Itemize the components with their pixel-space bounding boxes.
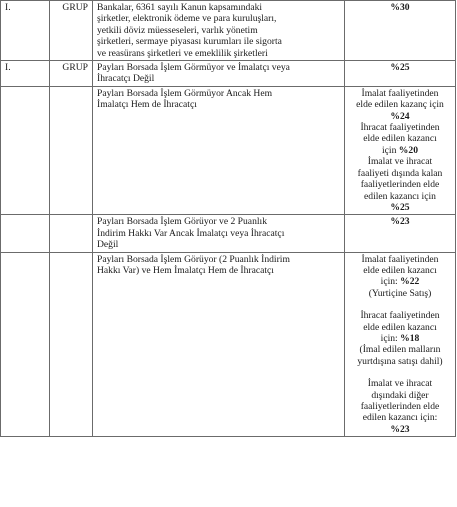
rate-line: elde edilen kazancı	[363, 133, 437, 145]
rate-cell	[345, 252, 456, 437]
table-row	[1, 86, 456, 214]
description-line: Hakkı Var) ve Hem İmalatçı Hem de İhracatçı	[97, 264, 274, 276]
rate-cell	[345, 1, 456, 61]
description-line: Payları Borsada İşlem Görüyor ve 2 Puanlık	[97, 216, 267, 228]
rate-line: edilen kazancı için:	[362, 412, 438, 424]
rate-line: elde edilen kazanç için	[356, 99, 444, 111]
rate-line: İhracat faaliyetinden	[360, 310, 440, 322]
description-line: İmalatçı Hem de İhracatçı	[97, 99, 197, 111]
rate-cell	[345, 215, 456, 252]
empty-cell	[1, 86, 50, 214]
description-cell	[93, 61, 345, 87]
group-number: I.	[5, 2, 11, 13]
rate-line: için: %22	[380, 276, 420, 288]
description-line: şirketleri, sermaye piyasası kurumları ile sigorta	[97, 36, 282, 48]
rate-line: %25	[390, 201, 410, 213]
group-number: I.	[5, 62, 11, 74]
empty-cell	[50, 252, 93, 437]
description-cell	[93, 1, 345, 61]
description-line: şirketler, elektronik ödeme ve para kuruluşları,	[97, 13, 277, 25]
description-line: Değil	[97, 239, 119, 251]
empty-cell	[1, 215, 50, 252]
group-label: GRUP	[62, 2, 88, 13]
group-label-cell	[50, 61, 93, 87]
rate-line: (İmal edilen malların	[359, 344, 441, 356]
table-row	[1, 215, 456, 252]
spacer	[349, 299, 451, 310]
description-cell	[93, 252, 345, 437]
description-line: Payları Borsada İşlem Görmüyor ve İmalatçı veya	[97, 62, 290, 74]
description-line: Bankalar, 6361 sayılı Kanun kapsamındaki	[97, 2, 263, 13]
rate-cell	[345, 61, 456, 87]
empty-cell	[50, 86, 93, 214]
description-line: Payları Borsada İşlem Görüyor (2 Puanlık İndirim	[97, 253, 290, 265]
description-line: Payları Borsada İşlem Görmüyor Ancak Hem	[97, 87, 273, 99]
rate-line: İmalat ve ihracat	[367, 378, 433, 390]
description-cell	[93, 86, 345, 214]
group-label: GRUP	[62, 62, 88, 74]
rate-line: dışındaki diğer	[371, 389, 429, 401]
spacer	[349, 367, 451, 378]
rate-line: İmalat faaliyetinden	[361, 253, 439, 265]
table-row	[1, 1, 456, 61]
rate-line: faaliyetlerinden elde	[360, 401, 440, 412]
group-number-cell	[1, 61, 50, 87]
rate-line: edilen kazancı için	[364, 190, 436, 202]
rate-line: İmalat ve ihracat	[367, 156, 433, 168]
rate-line: %23	[390, 423, 410, 435]
rate-line: faaliyetlerinden elde	[360, 179, 440, 191]
rate-cell	[345, 86, 456, 214]
rate-line: için %20	[382, 144, 418, 156]
empty-cell	[1, 252, 50, 437]
rate-line: için: %18	[380, 332, 420, 344]
rate-line: faaliyeti dışında kalan	[357, 167, 443, 179]
group-number-cell	[1, 1, 50, 61]
tax-rate: %23	[390, 216, 410, 228]
rate-line: yurtdışına satışı dahil)	[357, 355, 443, 367]
table-row	[1, 61, 456, 87]
description-line: İhracatçı Değil	[97, 73, 155, 85]
description-cell	[93, 215, 345, 252]
rate-line: İhracat faaliyetinden	[360, 122, 440, 134]
tax-rate: %30	[390, 2, 410, 13]
rate-line: (Yurtiçine Satış)	[368, 287, 432, 299]
rate-line: %24	[390, 110, 410, 122]
description-line: ve reasürans şirketleri ve emeklilik şirketleri	[97, 47, 268, 59]
table-row	[1, 252, 456, 437]
description-line: yetkili döviz müesseseleri, varlık yönetim	[97, 24, 258, 36]
empty-cell	[50, 215, 93, 252]
description-line: İndirim Hakkı Var Ancak İmalatçı veya İhracatçı	[97, 227, 285, 239]
rate-line: İmalat faaliyetinden	[361, 87, 439, 99]
rate-line: elde edilen kazancı	[363, 321, 437, 333]
group-label-cell	[50, 1, 93, 61]
rate-line: elde edilen kazancı	[363, 264, 437, 276]
tax-rate: %25	[390, 62, 410, 74]
